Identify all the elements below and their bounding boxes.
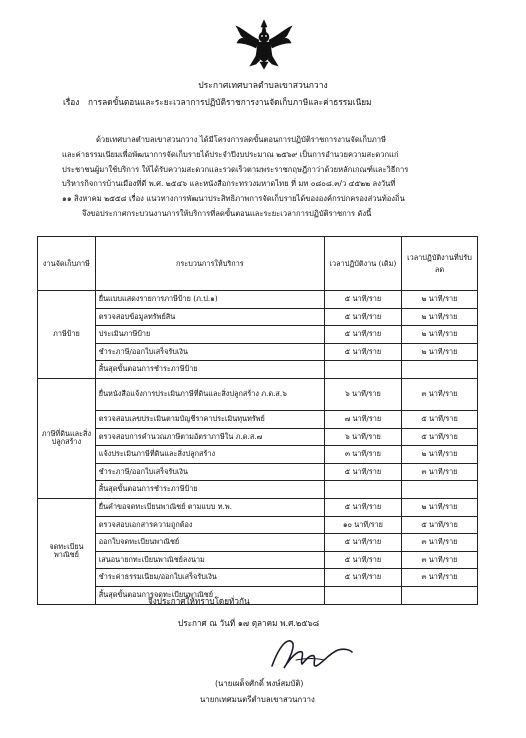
old-time-cell: ๕ นาที/ราย [324, 326, 401, 344]
announcement-date: ประกาศ ณ วันที่ ๑๗ ตุลาคม พ.ศ.๒๕๖๘ [178, 618, 320, 628]
old-time-cell: ๕ นาที/ราย [324, 463, 401, 481]
table-row [38, 326, 478, 344]
body-line: ประชาชนผู้มาใช้บริการ ให้ได้รับความสะดวกและรวดเร็วตามพระราชกฤษฎีกาว่าด้วยหลักเกณฑ์และวิธีการ [62, 164, 409, 174]
step-cell: ยื่นคำขอจดทะเบียนพาณิชย์ ตามแบบ ท.พ. [95, 498, 324, 516]
old-time-cell: ๖ นาที/ราย [324, 428, 401, 446]
old-time-cell: ๕ นาที/ราย [324, 291, 401, 309]
header-type: งานจัดเก็บภาษี [38, 237, 96, 291]
new-time-cell: ๕ นาที/ราย [401, 410, 477, 428]
step-cell: ตรวจสอบข้อมูลทรัพย์สิน [95, 308, 324, 326]
table-row [38, 291, 478, 309]
old-time-cell [324, 481, 401, 499]
step-cell: ยื่นแบบแสดงรายการภาษีป้าย (ภ.ป.๑) [95, 291, 324, 309]
new-time-cell: ๓ นาที/ราย [401, 463, 477, 481]
table-row [38, 463, 478, 481]
body-line: และค่าธรรมเนียมเพื่อพัฒนาการจัดเก็บรายได้ประจำปีงบประมาณ ๒๕๖๙ เป็นการอำนวยความสะดวกแก่ [62, 149, 399, 159]
table-row [38, 534, 478, 552]
body-line: ด้วยเทศบาลตำบลเขาสวนกวาง ได้มีโครงการลดขั้นตอนการปฏิบัติราชการงานจัดเก็บภาษี [96, 135, 387, 144]
handwritten-signature-icon [266, 636, 356, 674]
old-time-cell: ๕ นาที/ราย [324, 569, 401, 587]
group-name: จดทะเบียนพาณิชย์ [38, 498, 96, 604]
new-time-cell: ๓ นาที/ราย [401, 534, 477, 552]
step-cell: ตรวจสอบเอกสารความถูกต้อง [95, 516, 324, 534]
old-time-cell: ๖ นาที/ราย [324, 378, 401, 410]
step-cell: สิ้นสุดขั้นตอนการชำระภาษีป้าย [95, 361, 324, 379]
old-time-cell: ๓ นาที/ราย [324, 446, 401, 464]
new-time-cell: ๒ นาที/ราย [401, 446, 477, 464]
header-new-time: เวลาปฏิบัติงานที่ปรับลด [401, 237, 477, 291]
step-cell: แจ้งประเมินภาษีที่ดินและสิ่งปลูกสร้าง [95, 446, 324, 464]
table-row [38, 498, 478, 516]
new-time-cell: ๓ นาที/ราย [401, 569, 477, 587]
body-line: ๑๑ สิงหาคม ๒๕๕๘ เรื่อง แนวทางการพัฒนาประสิทธิภาพการจัดเก็บรายได้ขององค์กรปกครองส่วนท้องถิ่น [62, 194, 405, 204]
old-time-cell: ๕ นาที/ราย [324, 308, 401, 326]
step-cell: ตรวจสอบการคำนวณภาษีตามอัตราภาษีใน ภ.ด.ส.๗ [95, 428, 324, 446]
signer-position: นายกเทศมนตรีตำบลเขาสวนกวาง [200, 695, 315, 704]
group-name: ภาษีป้าย [38, 291, 96, 379]
new-time-cell: ๒ นาที/ราย [401, 498, 477, 516]
new-time-cell [401, 361, 477, 379]
step-cell: ตรวจสอบเลขประเมินตามบัญชีราคาประเมินทุนทรัพย์ [95, 410, 324, 428]
table-row [38, 586, 478, 604]
new-time-cell: ๕ นาที/ราย [401, 516, 477, 534]
new-time-cell: ๓ นาที/ราย [401, 551, 477, 569]
announcement-title: ประกาศเทศบาลตำบลเขาสวนกวาง [198, 81, 328, 91]
body-paragraph [62, 133, 464, 222]
header-old-time: เวลาปฏิบัติงาน (เดิม) [324, 237, 401, 291]
step-cell: สิ้นสุดขั้นตอนการจดทะเบียนพาณิชย์ [95, 586, 324, 604]
subject-text: การลดขั้นตอนและระยะเวลาการปฏิบัติราชการงานจัดเก็บภาษีและค่าธรรมเนียม [87, 97, 372, 107]
new-time-cell: ๒ นาที/ราย [401, 326, 477, 344]
old-time-cell: ๕ นาที/ราย [324, 498, 401, 516]
table-row [38, 516, 478, 534]
signer-name: (นายเผด็จศักดิ์ พงษ์สมบัติ) [215, 679, 304, 688]
table-row [38, 428, 478, 446]
garuda-emblem-icon [234, 18, 294, 70]
body-line: จึงขอประกาศกระบวนงานการให้บริการที่ลดขั้นตอนและระยะเวลาการปฏิบัติราชการ ดังนี้ [82, 208, 372, 218]
step-cell: ออกใบจดทะเบียนพาณิชย์ [95, 534, 324, 552]
service-table [37, 236, 478, 605]
closing-text: จึงประกาศให้ทราบโดยทั่วกัน [148, 596, 250, 606]
table-row [38, 308, 478, 326]
group-name: ภาษีที่ดินและสิ่งปลูกสร้าง [38, 378, 96, 498]
subject-label: เรื่อง [63, 97, 80, 107]
step-cell: สิ้นสุดขั้นตอนการชำระภาษีป้าย [95, 481, 324, 499]
new-time-cell [401, 586, 477, 604]
table-row [38, 410, 478, 428]
table-header-row [38, 237, 478, 291]
new-time-cell: ๓ นาที/ราย [401, 378, 477, 410]
step-cell: เสนอนายกทะเบียนพาณิชย์ลงนาม [95, 551, 324, 569]
step-cell: ชำระภาษี/ออกใบเสร็จรับเงิน [95, 343, 324, 361]
step-cell: ประเมินภาษีป้าย [95, 326, 324, 344]
new-time-cell [401, 481, 477, 499]
old-time-cell: ๗ นาที/ราย [324, 410, 401, 428]
table-row [38, 551, 478, 569]
subject-line [63, 95, 372, 109]
old-time-cell [324, 361, 401, 379]
new-time-cell: ๒ นาที/ราย [401, 291, 477, 309]
new-time-cell: ๒ นาที/ราย [401, 308, 477, 326]
table-row [38, 446, 478, 464]
body-line: บริหารกิจการบ้านเมืองที่ดี พ.ศ. ๒๕๔๖ และหนังสือกระทรวงมหาดไทย ที่ มท ๐๘๐๘.๓/ว ๔๕๒๒ ลงวันที่ [62, 179, 396, 189]
header-process: กระบวนการให้บริการ [95, 237, 324, 291]
old-time-cell: ๕ นาที/ราย [324, 534, 401, 552]
old-time-cell: ๑๐ นาที/ราย [324, 516, 401, 534]
table-row [38, 481, 478, 499]
step-cell: ชำระค่าธรรมเนียม/ออกใบเสร็จรับเงิน [95, 569, 324, 587]
old-time-cell: ๕ นาที/ราย [324, 551, 401, 569]
table-row [38, 378, 478, 410]
step-cell: ชำระภาษี/ออกใบเสร็จรับเงิน [95, 463, 324, 481]
table-row [38, 343, 478, 361]
new-time-cell: ๕ นาที/ราย [401, 428, 477, 446]
old-time-cell: ๕ นาที/ราย [324, 343, 401, 361]
new-time-cell: ๒ นาที/ราย [401, 343, 477, 361]
step-cell: ยื่นหนังสือแจ้งการประเมินภาษีที่ดินและสิ่งปลูกสร้าง ภ.ด.ส.๖ [95, 378, 324, 410]
table-row [38, 361, 478, 379]
old-time-cell [324, 586, 401, 604]
table-row [38, 569, 478, 587]
